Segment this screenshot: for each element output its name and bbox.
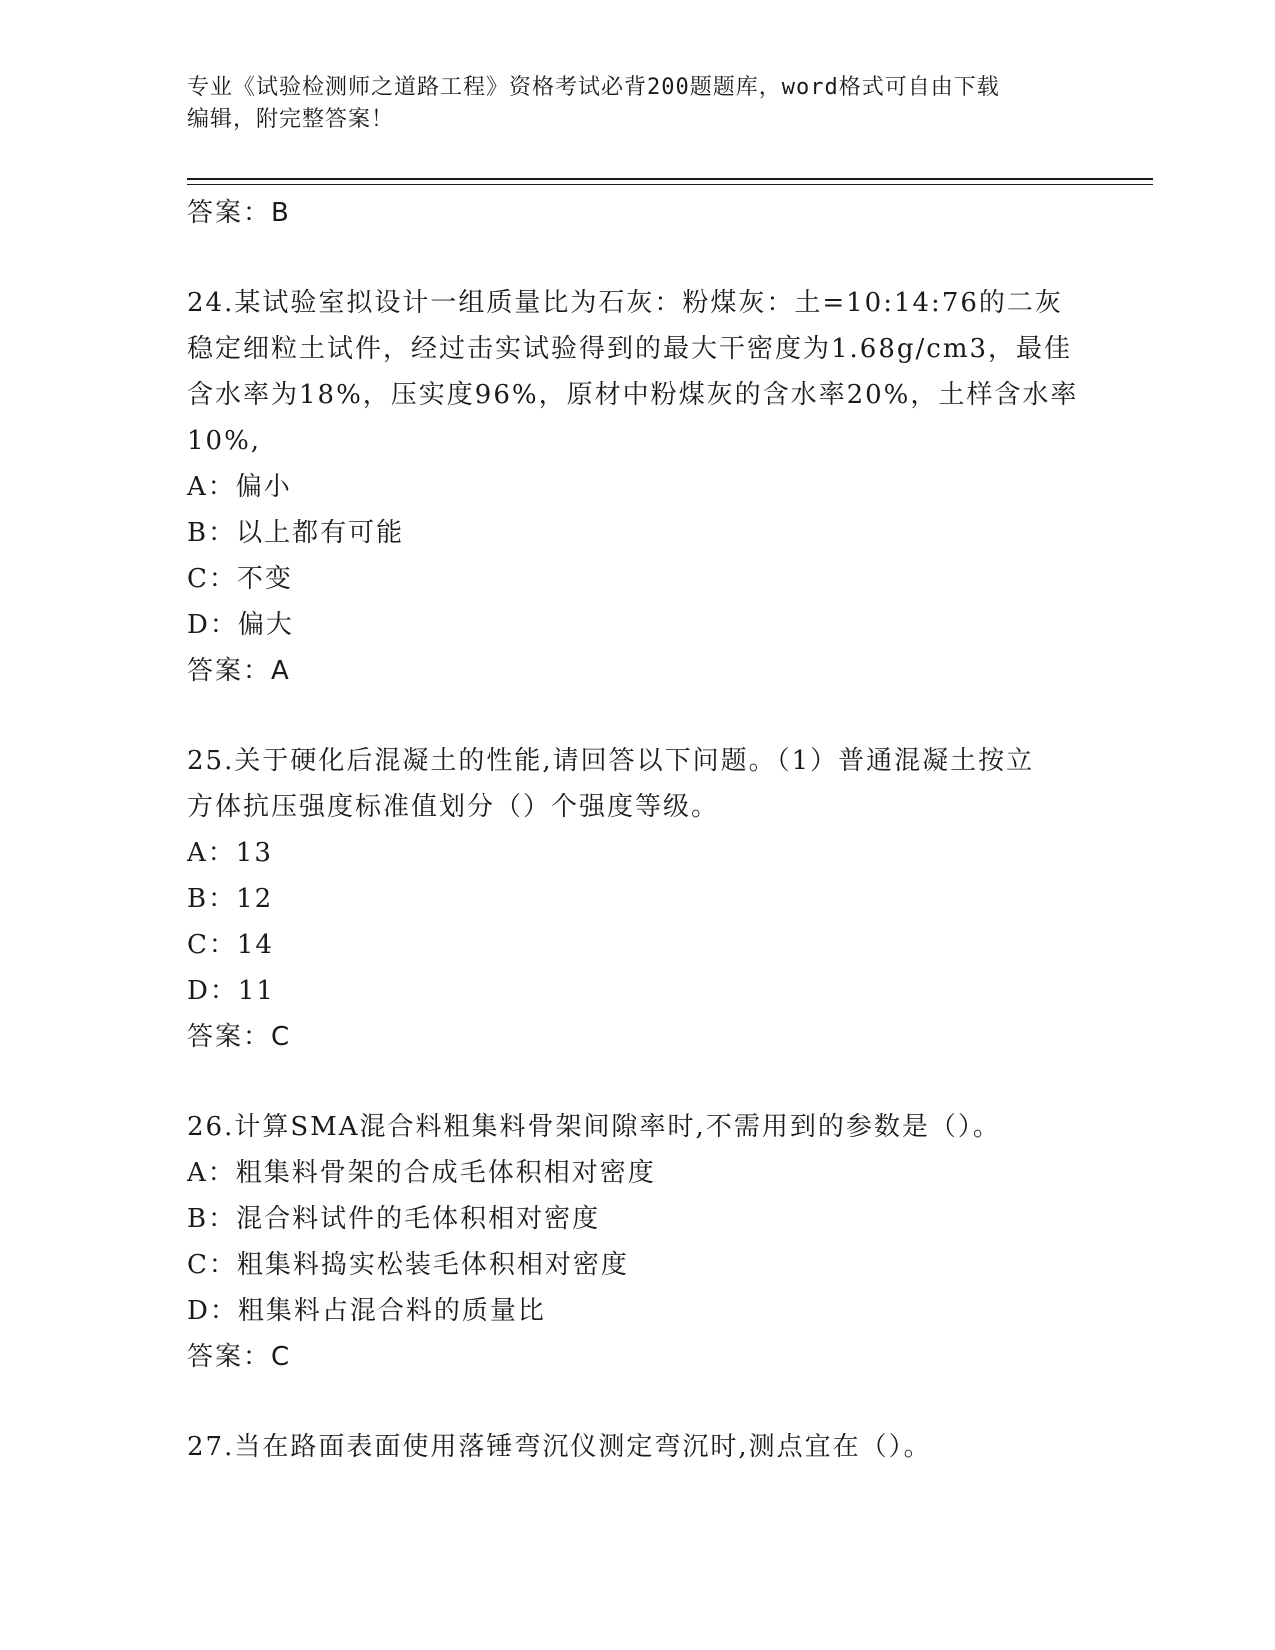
option-c: C：不变 (187, 564, 293, 594)
header-divider-thin (187, 184, 1153, 185)
option-b: B：12 (187, 884, 274, 914)
header-divider-thick (187, 178, 1153, 180)
option-d: D：偏大 (187, 610, 294, 640)
option-a: A：13 (187, 838, 273, 868)
document-content (187, 190, 1087, 1470)
option-b: B：以上都有可能 (187, 518, 405, 548)
answer-line: 答案：A (187, 656, 291, 686)
option-d: D：粗集料占混合料的质量比 (187, 1296, 546, 1326)
question-text-line: 26.计算SMA混合料粗集料骨架间隙率时,不需用到的参数是（）。 (187, 1112, 1001, 1142)
question-text-line: 含水率为18%，压实度96%，原材中粉煤灰的含水率20%，土样含水率 (187, 380, 1079, 410)
answer-line: 答案：C (187, 1022, 292, 1052)
option-d: D：11 (187, 976, 275, 1006)
document-header (187, 72, 1067, 136)
question-27 (187, 1424, 1087, 1470)
answer-line: 答案：C (187, 1342, 292, 1372)
option-b: B：混合料试件的毛体积相对密度 (187, 1204, 601, 1234)
header-line-1: 专业《试验检测师之道路工程》资格考试必背200题题库，word格式可自由下载 (187, 75, 1000, 100)
previous-answer: 答案：B (187, 198, 291, 228)
question-25 (187, 738, 1087, 1060)
question-text-line: 24.某试验室拟设计一组质量比为石灰：粉煤灰：土=10:14:76的二灰 (187, 288, 1063, 318)
header-line-2: 编辑，附完整答案！ (187, 107, 395, 132)
question-text-line: 27.当在路面表面使用落锤弯沉仪测定弯沉时,测点宜在（）。 (187, 1432, 932, 1462)
question-text-line: 方体抗压强度标准值划分（）个强度等级。 (187, 792, 720, 822)
option-a: A：偏小 (187, 472, 292, 502)
question-26 (187, 1104, 1087, 1380)
option-c: C：14 (187, 930, 274, 960)
question-text-line: 25.关于硬化后混凝土的性能,请回答以下问题。（1）普通混凝土按立 (187, 746, 1035, 776)
question-24 (187, 280, 1087, 694)
option-c: C：粗集料捣实松装毛体积相对密度 (187, 1250, 629, 1280)
option-a: A：粗集料骨架的合成毛体积相对密度 (187, 1158, 656, 1188)
question-text-line: 稳定细粒土试件，经过击实试验得到的最大干密度为1.68g/cm3，最佳 (187, 334, 1073, 364)
question-text-line: 10%, (187, 426, 262, 456)
